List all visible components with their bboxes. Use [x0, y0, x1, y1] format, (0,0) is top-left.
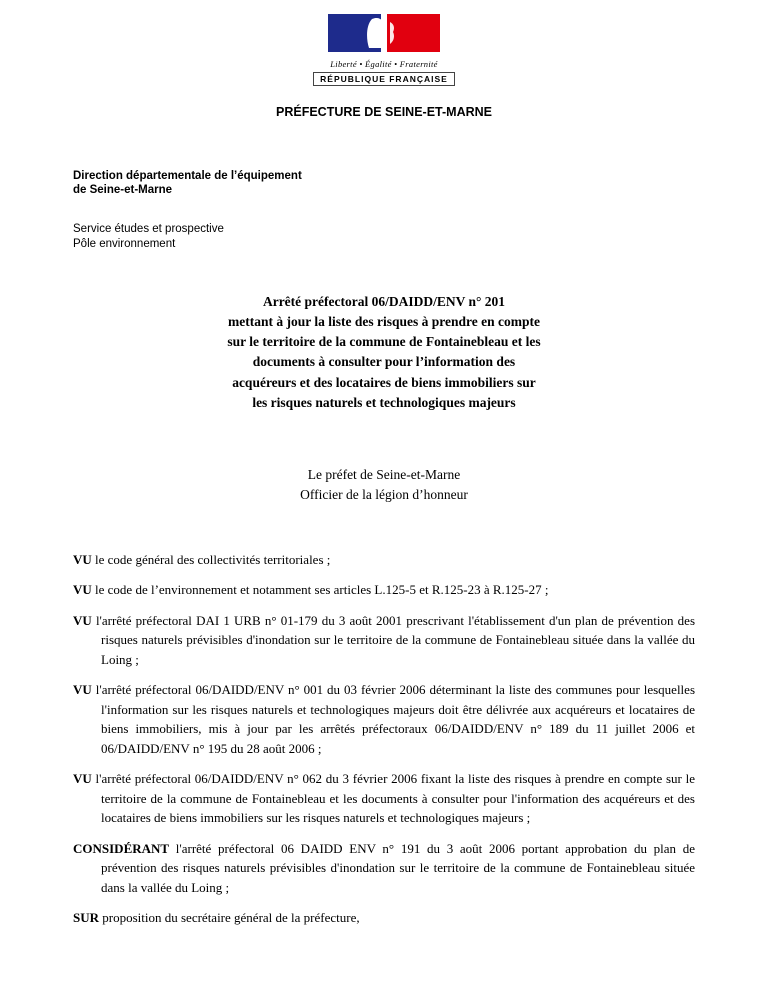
- clause-text: le code de l’environnement et notamment ses articles L.125-5 et R.125-23 à R.125-27 ;: [95, 582, 549, 598]
- republic-motto: Liberté • Égalité • Fraternité: [330, 59, 438, 69]
- issuing-direction: [73, 169, 695, 198]
- decree-title-line: documents à consulter pour l’information des: [252, 354, 516, 370]
- authority-line-1: Le préfet de Seine-et-Marne: [307, 467, 461, 483]
- decree-title: [73, 292, 695, 414]
- clause-keyword: VU: [73, 551, 92, 567]
- clause-vu-3: [73, 611, 695, 670]
- clause-keyword: SUR: [73, 910, 100, 926]
- clause-vu-2: [73, 580, 695, 600]
- legal-clauses: [73, 550, 695, 928]
- national-emblem: [73, 14, 695, 87]
- clause-keyword: CONSIDÉRANT: [73, 840, 170, 856]
- clause-vu-5: [73, 769, 695, 828]
- decree-title-line: sur le territoire de la commune de Fontainebleau et les: [227, 334, 541, 350]
- prefecture-title: PRÉFECTURE DE SEINE-ET-MARNE: [276, 105, 492, 119]
- clause-text: l'arrêté préfectoral 06/DAIDD/ENV n° 001 du 03 février 2006 déterminant la liste des communes pour lesquelles l'information sur les risques naturels et technologiques majeurs doit être délivrée aux acquéreurs et locataires de biens immobiliers, mis à jour par les arrêtés préfectoraux 06/DAIDD/ENV n° 189 du 11 juillet 2006 et 06/DAIDD/ENV n° 195 du 28 août 2006 ;: [95, 682, 695, 756]
- service-line-2: Pôle environnement: [73, 237, 176, 250]
- service-line-1: Service études et prospective: [73, 222, 224, 235]
- clause-vu-4: [73, 680, 695, 758]
- clause-considerant: [73, 839, 695, 898]
- clause-text: l'arrêté préfectoral 06 DAIDD ENV n° 191 du 3 août 2006 portant approbation du plan de prévention des risques naturels prévisibles d'inondation sur le territoire de la commune de Fontainebleau située dans la vallée du Loing ;: [101, 840, 696, 895]
- decree-title-line: Arrêté préfectoral 06/DAIDD/ENV n° 201: [262, 293, 506, 309]
- clause-keyword: VU: [73, 682, 92, 698]
- signing-authority: [73, 465, 695, 506]
- french-flag-marianne-logo: [328, 14, 440, 52]
- decree-title-line: mettant à jour la liste des risques à prendre en compte: [228, 313, 540, 329]
- clause-text: le code général des collectivités territoriales ;: [95, 551, 331, 567]
- clause-sur: [73, 908, 695, 928]
- clause-text: l'arrêté préfectoral DAI 1 URB n° 01-179 du 3 août 2001 prescrivant l'établissement d'un plan de prévention des risques naturels prévisibles d'inondation sur le territoire de la commune de Fontainebleau située dans la vallée du Loing ;: [95, 612, 695, 667]
- clause-vu-1: [73, 550, 695, 570]
- clause-keyword: VU: [73, 771, 92, 787]
- clause-keyword: VU: [73, 612, 92, 628]
- decree-title-line: acquéreurs et des locataires de biens immobiliers sur: [232, 374, 536, 390]
- decree-title-line: les risques naturels et technologiques majeurs: [252, 394, 516, 410]
- clause-text: l'arrêté préfectoral 06/DAIDD/ENV n° 062 du 3 février 2006 fixant la liste des risques à prendre en compte sur le territoire de la commune de Fontainebleau et les documents à consulter pour l'information des acquéreurs et des locataires de biens immobiliers sur les risques naturels et technologiques majeurs ;: [95, 771, 695, 826]
- direction-line-1: Direction départementale de l’équipement: [73, 170, 302, 182]
- clause-text: proposition du secrétaire général de la préfecture,: [102, 910, 360, 926]
- republic-name: RÉPUBLIQUE FRANÇAISE: [313, 72, 455, 86]
- issuing-service: [73, 222, 695, 252]
- direction-line-2: de Seine-et-Marne: [73, 184, 173, 197]
- authority-line-2: Officier de la légion d’honneur: [300, 487, 468, 503]
- clause-keyword: VU: [73, 582, 92, 598]
